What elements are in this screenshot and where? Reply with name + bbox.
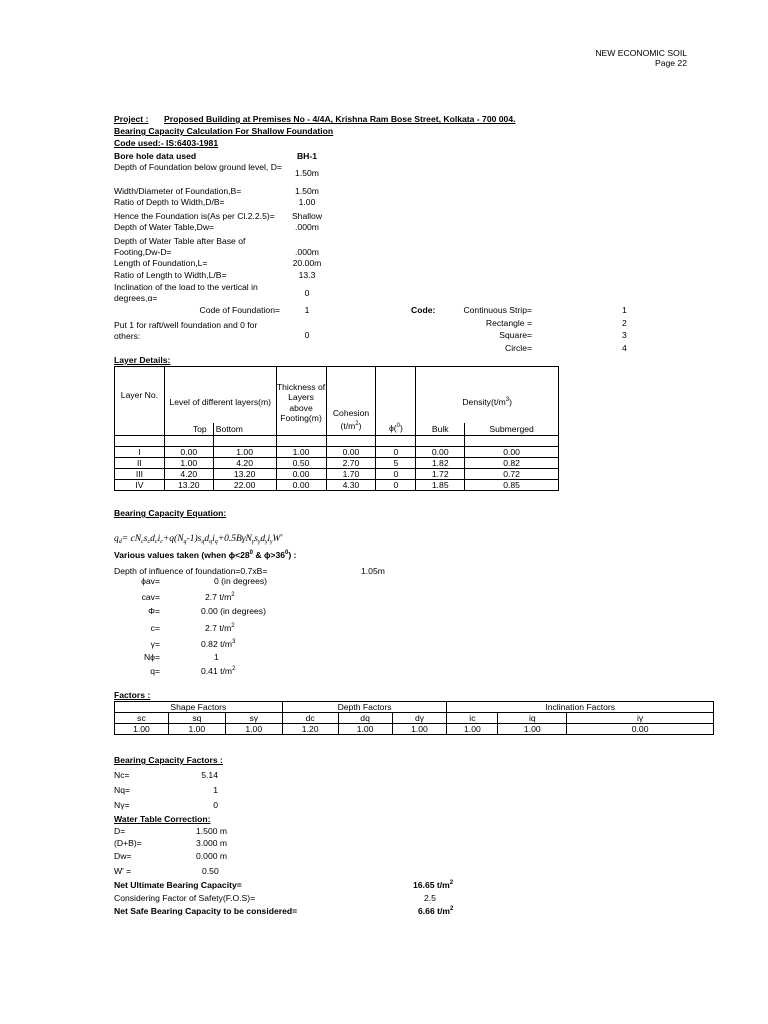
wt-after-label: Depth of Water Table after Base of Footing,Dw-D=	[114, 236, 246, 257]
equation-title: Bearing Capacity Equation:	[114, 508, 227, 518]
code-name: Circle=	[505, 343, 532, 353]
header-thickness-text: Thickness of Layers above Footing(m)	[276, 381, 326, 424]
header-thickness	[276, 367, 326, 436]
layer-submerged: 0.85	[465, 479, 559, 490]
code-found-value: 1	[304, 305, 310, 315]
code-name: Rectangle =	[485, 318, 532, 328]
header-bulk	[416, 423, 465, 435]
blank-cell	[465, 435, 559, 446]
gamma-text: 0.82 t/m	[201, 639, 233, 649]
bore-value: BH-1	[296, 151, 318, 161]
ratio-lb-label: Ratio of Length to Width,L/B=	[114, 270, 227, 280]
raft-value: 0	[304, 330, 310, 340]
gamma-label: γ=	[150, 639, 160, 649]
water-db-label: (D+B)=	[114, 838, 142, 848]
hence-label: Hence the Foundation is(As per Cl.2.2.5)=	[114, 211, 275, 221]
nsbc-value: 6.66 $t/m^2$	[418, 906, 454, 916]
layer-phi: 0	[376, 446, 416, 457]
layer-top: 0.00	[164, 446, 213, 457]
raft-label: Put 1 for raft/well foundation and 0 for others:	[114, 320, 258, 341]
header-bulk-text: Bulk	[431, 423, 449, 434]
layer-bulk: 1.82	[416, 457, 465, 468]
various-text: Various values taken (when ϕ<28	[114, 550, 250, 560]
layer-table	[114, 366, 559, 491]
code-value: 1	[622, 305, 627, 315]
wt-after-value: .000m	[295, 247, 319, 257]
layer-bottom: 1.00	[213, 446, 276, 457]
layer-top: 4.20	[164, 468, 213, 479]
width-value: 1.50m	[295, 186, 319, 196]
nc-value: 5.14	[201, 770, 218, 780]
ratio-db-value: 1.00	[298, 197, 316, 207]
wt-label: Depth of Water Table,Dw=	[114, 222, 215, 232]
blank-cell	[326, 435, 376, 446]
factor-symbol: iq	[498, 713, 567, 724]
width-label: Width/Diameter of Foundation,B=	[114, 186, 242, 196]
layer-thickness: 0.00	[276, 479, 326, 490]
factor-symbol: dq	[338, 713, 392, 724]
layer-submerged: 0.00	[465, 446, 559, 457]
length-value: 20.00m	[292, 258, 322, 268]
factor-value: 1.00	[225, 724, 282, 735]
layer-thickness: 0.50	[276, 457, 326, 468]
project-value: Proposed Building at Premises No - 4/4A, Krishna Ram Bose Street, Kolkata - 700 004.	[164, 114, 516, 124]
ratio-lb-value: 13.3	[298, 270, 316, 280]
layer-no: I	[115, 446, 165, 457]
c-av-value: 2.7 $t/m^2$	[205, 592, 235, 602]
n-phi-value: 1	[214, 652, 219, 662]
influence-label: Depth of influence of foundation=0.7xB=	[114, 566, 268, 576]
depth-factors-header: Depth Factors	[282, 702, 447, 713]
factor-symbol: iγ	[567, 713, 714, 724]
depth-label: Depth of Foundation below ground level, D=	[114, 162, 282, 172]
factors-table	[114, 701, 714, 735]
q-text: 0.41 t/m	[201, 666, 233, 676]
influence-value: 1.05m	[361, 566, 385, 576]
ngamma-label: Nγ=	[114, 800, 130, 810]
nsbc-label: Net Safe Bearing Capacity to be considered=	[114, 906, 298, 916]
layer-thickness: 0.00	[276, 468, 326, 479]
water-d-value: 1.500 m	[196, 826, 228, 836]
company-name: NEW ECONOMIC SOIL	[595, 48, 687, 58]
header-cohesion: Cohesion $(t/m^2)$	[326, 367, 376, 436]
various-mid: & ϕ>36	[253, 550, 285, 560]
code-value: 2	[622, 318, 627, 328]
factors-title: Factors :	[114, 690, 151, 700]
water-title: Water Table Correction:	[114, 814, 211, 824]
factor-value: 0.00	[567, 724, 714, 735]
page-number: Page 22	[654, 58, 687, 68]
water-dw-label: Dw=	[114, 851, 132, 861]
header-cohesion-text: Cohesion	[332, 407, 370, 418]
blank-cell	[376, 435, 416, 446]
layer-cohesion: 1.70	[326, 468, 376, 479]
factor-value: 1.20	[282, 724, 338, 735]
nubc-label: Net Ultimate Bearing Capacity=	[114, 880, 242, 890]
factor-symbol: sc	[115, 713, 169, 724]
code-name: Continuous Strip=	[463, 305, 532, 315]
various-end: ) :	[288, 550, 297, 560]
bore-label: Bore hole data used	[114, 151, 197, 161]
calc-title: Bearing Capacity Calculation For Shallow Foundation	[114, 126, 334, 136]
shape-factors-header: Shape Factors	[115, 702, 283, 713]
water-d-label: D=	[114, 826, 126, 836]
nq-label: Nq=	[114, 785, 131, 795]
layer-top: 1.00	[164, 457, 213, 468]
header-level-text: Level of different layers(m)	[169, 397, 271, 407]
factor-symbol: dc	[282, 713, 338, 724]
c-av-text: 2.7 t/m	[205, 592, 232, 602]
layer-cohesion: 2.70	[326, 457, 376, 468]
c-av-label: cav=	[141, 592, 160, 602]
bc-factors-title: Bearing Capacity Factors :	[114, 755, 223, 765]
code-label: Code:	[411, 305, 436, 315]
header-layer-blank	[115, 423, 165, 435]
c-text: 2.7 t/m	[205, 623, 232, 633]
table-row	[115, 468, 559, 479]
hence-value: Shallow	[291, 211, 323, 221]
q-label: q=	[150, 666, 160, 676]
bearing-equation: $q_d= cN_cs_cd_ci_c+q(N_q-1)s_qd_qi_q+0.5B\gamma N_\gamma s_\gamma d_\gamma i_\gamma W'$	[114, 534, 283, 545]
incl-label: Inclination of the load to the vertical in degrees,α=	[114, 282, 258, 303]
water-dw-value: 0.000 m	[196, 851, 228, 861]
inclination-factors-header: Inclination Factors	[447, 702, 714, 713]
header-phi-text: ϕ(	[388, 422, 397, 433]
nsbc-text: 6.66 t/m	[418, 906, 451, 916]
factor-symbol: dγ	[392, 713, 447, 724]
wt-value: .000m	[295, 222, 319, 232]
factor-value: 1.00	[447, 724, 498, 735]
header-submerged	[465, 423, 559, 435]
blank-cell	[115, 435, 165, 446]
layer-phi: 0	[376, 479, 416, 490]
layer-cohesion: 0.00	[326, 446, 376, 457]
water-db-value: 3.000 m	[196, 838, 228, 848]
header-density-text: Density(t/m	[462, 397, 506, 407]
blank-cell	[213, 435, 276, 446]
blank-cell	[416, 435, 465, 446]
layer-bulk: 1.72	[416, 468, 465, 479]
c-label: c=	[150, 623, 160, 633]
gamma-value: 0.82 $t/m^3$	[201, 639, 236, 649]
phi-value: 0.00 (in degrees)	[201, 606, 266, 616]
table-row	[115, 446, 559, 457]
code-value: 4	[622, 343, 627, 353]
header-layer-no-text: Layer No.	[120, 390, 159, 400]
factor-value: 1.00	[338, 724, 392, 735]
phi-av-value: 0 (in degrees)	[214, 576, 268, 586]
phi-label: Φ=	[148, 606, 160, 616]
layer-details-title: Layer Details:	[114, 355, 171, 365]
header-top	[164, 423, 213, 435]
factor-symbol: ic	[447, 713, 498, 724]
header-bottom-text: Bottom	[215, 423, 243, 434]
nq-value: 1	[213, 785, 218, 795]
factor-symbol: sγ	[225, 713, 282, 724]
header-cohesion-unit: (t/m	[340, 420, 356, 431]
factor-value: 1.00	[498, 724, 567, 735]
layer-bottom: 13.20	[213, 468, 276, 479]
factor-symbol: sq	[168, 713, 225, 724]
factor-value: 1.00	[168, 724, 225, 735]
project-label: Project :	[114, 114, 149, 124]
ngamma-value: 0	[213, 800, 218, 810]
header-layer-no	[115, 367, 165, 424]
header-submerged-text: Submerged	[489, 423, 534, 434]
various-values: Various values taken (when $\phi<28^0$ & $\phi>36^0$) :	[114, 550, 297, 560]
water-w-label: W' =	[114, 866, 132, 876]
factor-values-row	[115, 724, 714, 735]
incl-value: 0	[304, 288, 310, 298]
code-found-label: Code of Foundation=	[199, 305, 280, 315]
layer-phi: 5	[376, 457, 416, 468]
factor-value: 1.00	[392, 724, 447, 735]
layer-phi: 0	[376, 468, 416, 479]
depth-value: 1.50m	[295, 168, 319, 178]
layer-top: 13.20	[164, 479, 213, 490]
table-row	[115, 479, 559, 490]
phi-av-label: ϕav=	[141, 576, 160, 586]
layer-no: III	[115, 468, 165, 479]
blank-cell	[276, 435, 326, 446]
c-value: 2.7 $t/m^2$	[205, 623, 235, 633]
layer-submerged: 0.82	[465, 457, 559, 468]
length-label: Length of Foundation,L=	[114, 258, 208, 268]
table-row	[115, 457, 559, 468]
layer-bottom: 22.00	[213, 479, 276, 490]
layer-thickness: 1.00	[276, 446, 326, 457]
factor-value: 1.00	[115, 724, 169, 735]
layer-submerged: 0.72	[465, 468, 559, 479]
layer-no: IV	[115, 479, 165, 490]
layer-cohesion: 4.30	[326, 479, 376, 490]
header-level	[164, 367, 276, 424]
layer-bulk: 1.85	[416, 479, 465, 490]
header-bottom	[213, 423, 276, 435]
q-value: 0.41 $t/m^2$	[201, 666, 236, 676]
layer-bottom: 4.20	[213, 457, 276, 468]
factor-symbols-row	[115, 713, 714, 724]
nubc-text: 16.65 t/m	[413, 880, 450, 890]
code-name: Square=	[499, 330, 532, 340]
blank-cell	[164, 435, 213, 446]
n-phi-label: Nϕ=	[143, 652, 160, 662]
fos-value: 2.5	[424, 893, 436, 903]
water-w-value: 0.50	[202, 866, 219, 876]
layer-bulk: 0.00	[416, 446, 465, 457]
fos-label: Considering Factor of Safety(F.O.S)=	[114, 893, 256, 903]
code-value: 3	[622, 330, 627, 340]
layer-no: II	[115, 457, 165, 468]
header-density: $Density(t/m^3)$	[416, 367, 559, 424]
nubc-value: 16.65 $t/m^2$	[413, 880, 454, 890]
code-used: Code used:- IS:6403-1981	[114, 138, 219, 148]
header-phi: ϕ($^0$)	[376, 367, 416, 436]
header-top-text: Top	[192, 423, 207, 434]
ratio-db-label: Ratio of Depth to Width,D/B=	[114, 197, 225, 207]
nc-label: Nc=	[114, 770, 130, 780]
